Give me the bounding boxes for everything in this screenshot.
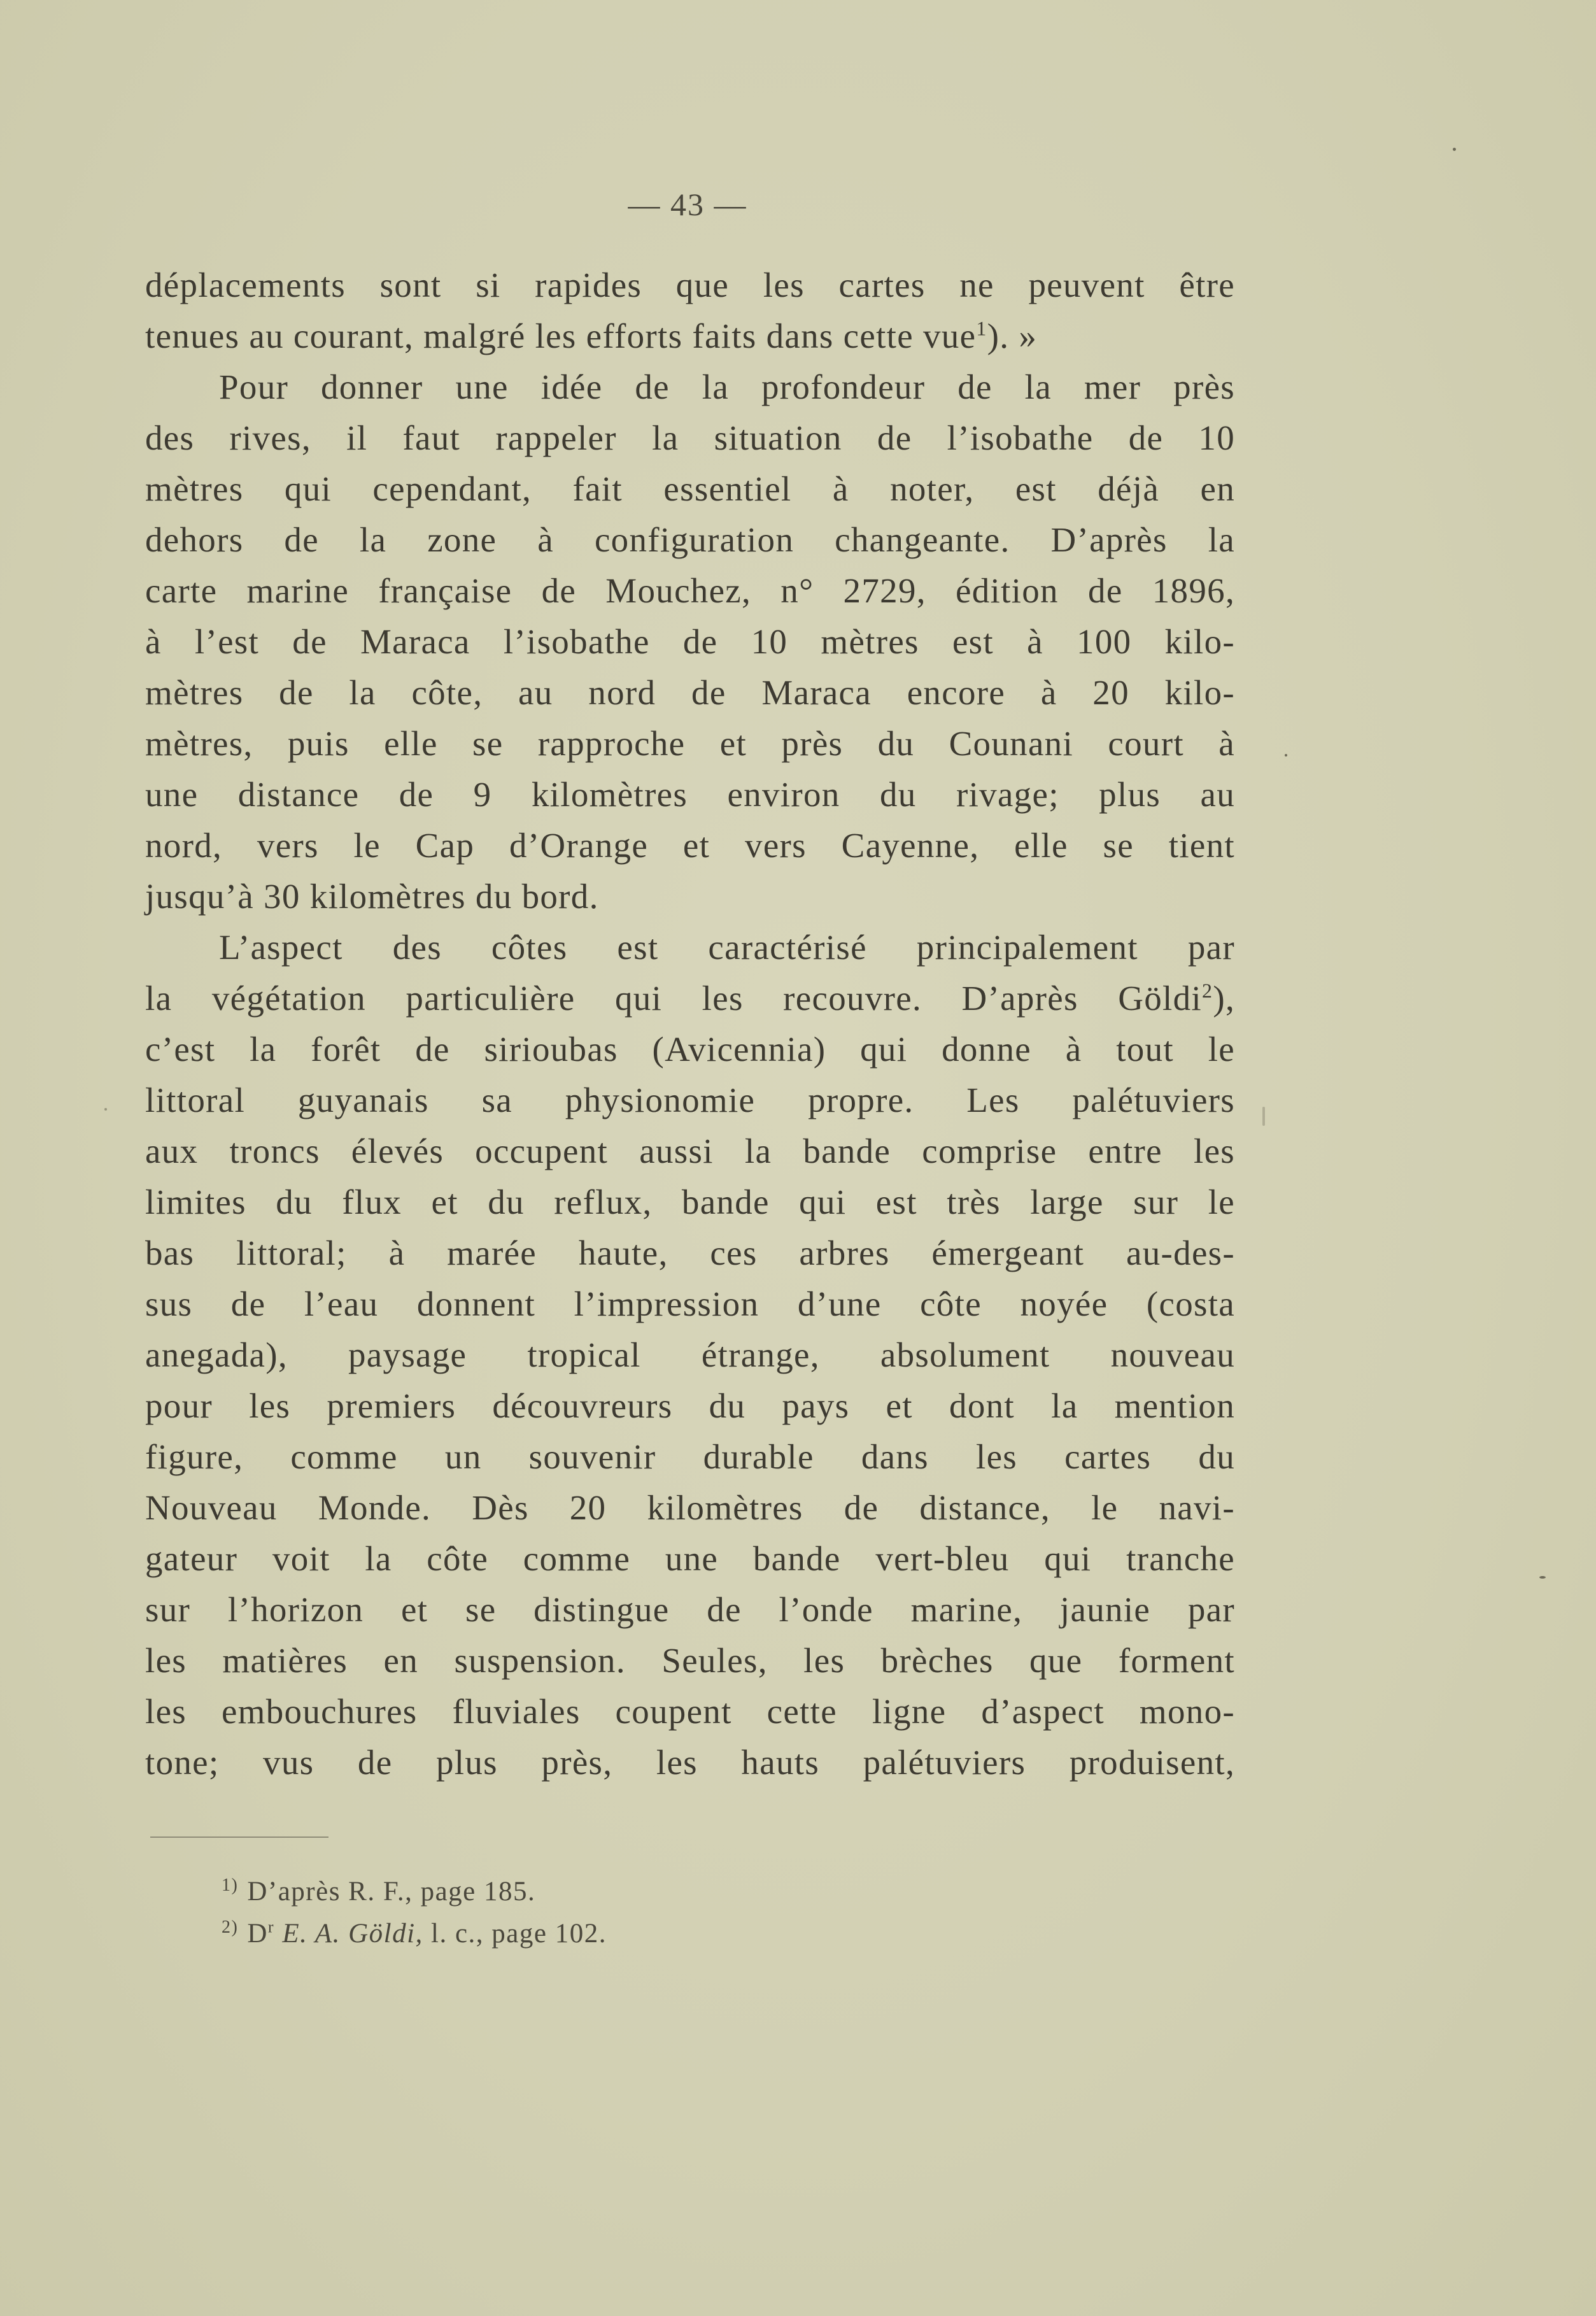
text-line: dehors de la zone à configuration changeante. D’après la xyxy=(145,520,1235,559)
footnote-ref-2: 2 xyxy=(1202,979,1213,1002)
paper-speck xyxy=(104,1108,107,1111)
footnote-text: l. c., page 102. xyxy=(431,1919,607,1949)
text-line: pour les premiers découvreurs du pays et dont la mention xyxy=(145,1386,1235,1425)
text-line: gateur voit la côte comme une bande vert-bleu qui tranche xyxy=(145,1539,1235,1578)
text-line: aux troncs élevés occupent aussi la bande comprise entre les xyxy=(145,1132,1235,1170)
footnote-text: D’après R. F., page 185. xyxy=(247,1877,536,1907)
text-line: anegada), paysage tropical étrange, absolument nouveau xyxy=(145,1335,1235,1374)
body-text xyxy=(145,260,1235,1788)
text-line: les matières en suspension. Seules, les brèches que forment xyxy=(145,1641,1235,1680)
text-line: les embouchures fluviales coupent cette ligne d’aspect mono- xyxy=(145,1692,1235,1731)
text-line: figure, comme un souvenir durable dans les cartes du xyxy=(145,1437,1235,1476)
paper-speck xyxy=(1262,1107,1265,1126)
footnote-author: E. A. Göldi, xyxy=(282,1919,423,1949)
paper-speck xyxy=(1539,1576,1546,1579)
text-line: bas littoral; à marée haute, ces arbres émergeant au-des- xyxy=(145,1233,1235,1272)
text-line: c’est la forêt de sirioubas (Avicennia) qui donne à tout le xyxy=(145,1030,1235,1069)
text-line: limites du flux et du reflux, bande qui est très large sur le xyxy=(145,1183,1235,1221)
text-line: la végétation particulière qui les recouvre. D’après Göldi$^2$), xyxy=(145,979,1235,1018)
text-line: Nouveau Monde. Dès 20 kilomètres de distance, le navi- xyxy=(145,1488,1235,1527)
footnote-2: $^{2)}$ $D^r$ E. A. Göldi, l. c., page 102. xyxy=(222,1917,607,1949)
footnote-mark: 2) xyxy=(222,1917,239,1937)
text-line: sur l’horizon et se distingue de l’onde marine, jaunie par xyxy=(145,1590,1235,1629)
footnote-mark: 1) xyxy=(222,1875,239,1895)
text-line: tone; vus de plus près, les hauts palétuviers produisent, xyxy=(145,1743,1235,1782)
page-number: — 43 — xyxy=(628,187,747,222)
footnote-divider xyxy=(150,1836,328,1838)
footnote-1 xyxy=(222,1871,1113,1913)
text-line: mètres de la côte, au nord de Maraca encore à 20 kilo- xyxy=(145,673,1235,712)
text-line: L’aspect des côtes est caractérisé principalement par xyxy=(219,928,1235,967)
text-line: une distance de 9 kilomètres environ du rivage; plus au xyxy=(145,775,1235,814)
text-line: à l’est de Maraca l’isobathe de 10 mètres est à 100 kilo- xyxy=(145,622,1235,661)
text-line: sus de l’eau donnent l’impression d’une côte noyée (costa xyxy=(145,1284,1235,1323)
text-line: nord, vers le Cap d’Orange et vers Cayenne, elle se tient xyxy=(145,826,1235,865)
footnote-ref-1: 1 xyxy=(976,316,987,340)
text-line: carte marine française de Mouchez, n° 2729, édition de 1896, xyxy=(145,571,1235,610)
text-line: littoral guyanais sa physionomie propre. Les palétuviers xyxy=(145,1081,1235,1119)
text-line: mètres, puis elle se rapproche et près du Counani court à xyxy=(145,724,1235,763)
text-line: jusqu’à 30 kilomètres du bord. xyxy=(145,877,599,916)
paper-speck xyxy=(1285,754,1287,757)
text-line: mètres qui cependant, fait essentiel à noter, est déjà en xyxy=(145,469,1235,508)
text-line: des rives, il faut rappeler la situation de l’isobathe de 10 xyxy=(145,418,1235,457)
text-line: tenues au courant, malgré les efforts faits dans cette vue$^1$). » xyxy=(145,316,1038,355)
text-line: Pour donner une idée de la profondeur de la mer près xyxy=(219,367,1235,406)
paper-speck xyxy=(1453,148,1456,151)
text-line: déplacements sont si rapides que les cartes ne peuvent être xyxy=(145,266,1235,304)
footnotes xyxy=(222,1871,1113,1955)
